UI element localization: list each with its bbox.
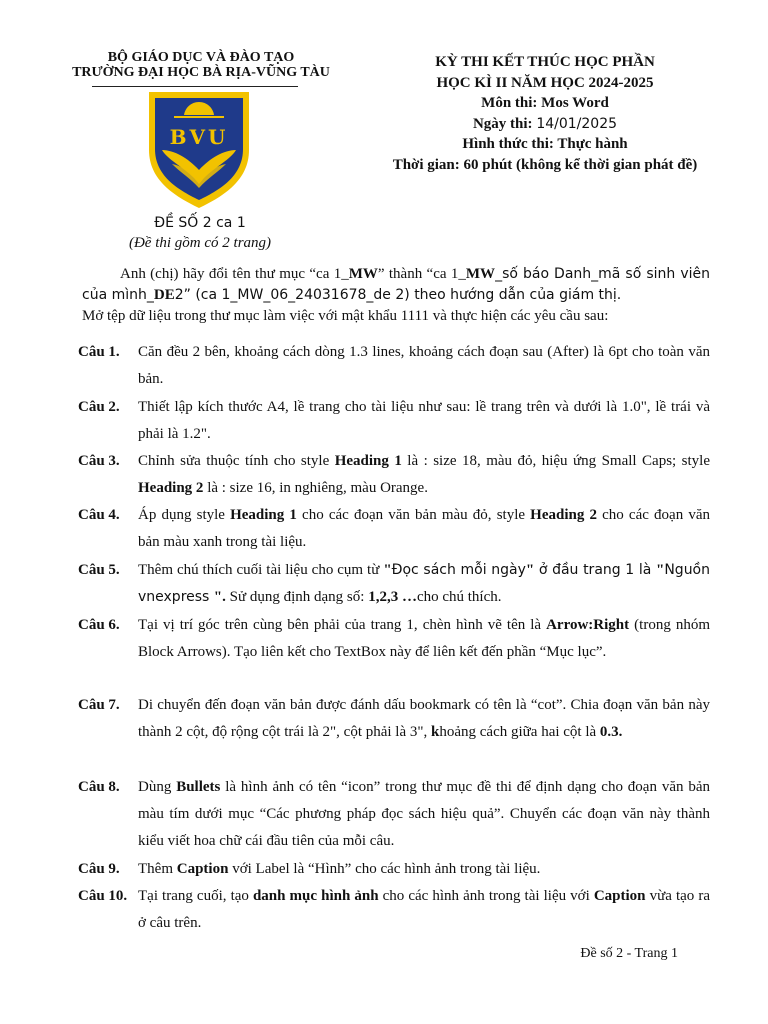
- question-5: [78, 557, 710, 611]
- intro-text: _số báo Danh_mã số sinh viên của mình_: [82, 266, 710, 303]
- question-text: Thiết lập kích thước A4, lề trang cho tài liệu như sau: lề trang trên và dưới là 1.0", lề trái và phải là 1.2".: [138, 399, 710, 442]
- text-bold: ": [383, 562, 392, 578]
- question-label: Câu 7.: [78, 697, 120, 713]
- text-bold: Caption: [593, 888, 646, 904]
- exam-info: [370, 52, 720, 175]
- exam-form: Hình thức thi: Thực hành: [462, 136, 628, 152]
- bvu-logo: [144, 88, 254, 210]
- text-run: Đọc sách mỗi ngày: [391, 562, 526, 578]
- logo-text: BVU: [169, 125, 229, 149]
- text-bold: ".: [213, 589, 226, 605]
- question-label: Câu 1.: [78, 344, 120, 360]
- question-text: [138, 856, 710, 883]
- page-footer: Đề số 2 - Trang 1: [580, 946, 678, 961]
- text-run: cho chú thích.: [416, 589, 502, 605]
- question-8: [78, 774, 710, 855]
- text-run: vừa tạo ra ở câu trên.: [138, 888, 710, 931]
- question-label: Câu 10.: [78, 888, 128, 904]
- text-bold: Heading 2: [138, 480, 204, 496]
- question-label: Câu 5.: [78, 562, 120, 578]
- text-bold: 0.3.: [599, 724, 623, 740]
- university-name: TRƯỜNG ĐẠI HỌC BÀ RỊA-VŨNG TÀU: [72, 65, 330, 80]
- header-underline: [92, 86, 298, 87]
- question-10: [78, 883, 710, 937]
- question-label: Câu 2.: [78, 399, 120, 415]
- instructions-paragraph: [82, 264, 710, 306]
- intro-text: ” thành “ca 1_: [377, 266, 466, 282]
- instructions: [82, 264, 710, 327]
- intro-bold: MW: [465, 266, 496, 282]
- exam-code-block: [120, 213, 280, 253]
- text-run: Dùng: [138, 779, 177, 795]
- question-text: [138, 692, 710, 746]
- exam-code: ĐỀ SỐ 2 ca 1: [154, 215, 246, 231]
- question-2: [78, 394, 710, 448]
- institution-header: [60, 50, 342, 80]
- question-6: [78, 612, 710, 666]
- question-text: [138, 612, 710, 666]
- text-run: Di chuyển đến đoạn văn bản được đánh dấu bookmark có tên là “cot”. Chia đoạn văn bản này thành 2 cột, độ rộng cột trái là 2", cột phải là 3",: [138, 697, 710, 740]
- text-run: Sử dụng định dạng số:: [225, 589, 369, 605]
- intro-bold: DE: [153, 287, 175, 303]
- exam-subject: Môn thi: Mos Word: [481, 95, 609, 111]
- exam-date-label: Ngày thi:: [472, 115, 533, 132]
- text-run: Tại vị trí góc trên cùng bên phải của trang 1, chèn hình vẽ tên là: [138, 617, 547, 633]
- text-bold: Heading 2: [530, 507, 597, 523]
- text-run: cho các đoạn văn bản màu xanh trong tài liệu.: [138, 507, 710, 550]
- question-9: [78, 856, 710, 883]
- text-run: với Label là “Hình” cho các hình ảnh trong tài liệu.: [228, 861, 541, 877]
- question-1: [78, 339, 710, 393]
- question-label: Câu 9.: [78, 861, 120, 877]
- pages-note: (Đề thi gồm có 2 trang): [128, 235, 272, 251]
- question-label: Câu 8.: [78, 779, 120, 795]
- question-text: [138, 502, 710, 556]
- text-run: là : size 16, in nghiêng, màu Orange.: [203, 480, 428, 496]
- question-label: Câu 6.: [78, 617, 120, 633]
- text-run: hoảng cách giữa hai cột là: [439, 724, 600, 740]
- question-7: [78, 692, 710, 746]
- question-text: [138, 557, 710, 611]
- text-bold: ": [525, 562, 535, 578]
- text-run: Áp dụng style: [138, 507, 231, 523]
- text-run: là : size 18, màu đỏ, hiệu ứng Small Caps; style: [401, 453, 710, 469]
- text-bold: Arrow:Right: [546, 617, 630, 633]
- question-label: Câu 4.: [78, 507, 120, 523]
- text-bold: k: [431, 724, 440, 740]
- text-run: Tại trang cuối, tạo: [138, 888, 253, 904]
- text-run: là hình ảnh có tên “icon” trong thư mục đề thi để định dạng cho đoạn văn bản màu tím dưới mục “Các phương pháp đọc sách hiệu quả”. Chuyển các đoạn văn này thành kiểu viết hoa chữ cái đầu tiên của mỗi câu.: [138, 779, 710, 849]
- text-run: Chỉnh sửa thuộc tính cho style: [138, 453, 335, 469]
- text-run: Nguồn vnexpress: [138, 562, 710, 605]
- text-bold: Bullets: [176, 779, 221, 795]
- text-run: Thêm: [138, 861, 177, 877]
- text-run: (trong nhóm Block Arrows). Tạo liên kết cho TextBox này để liên kết đến phần “Mục lục”.: [138, 617, 711, 660]
- text-bold: ": [656, 562, 665, 578]
- exam-semester: HỌC KÌ II NĂM HỌC 2024-2025: [436, 74, 654, 91]
- text-run: Thêm chú thích cuối tài liệu cho cụm từ: [138, 562, 384, 578]
- text-bold: Heading 1: [230, 507, 297, 523]
- text-bold: Caption: [176, 861, 229, 877]
- exam-title: KỲ THI KẾT THÚC HỌC PHẦN: [435, 54, 655, 70]
- text-bold: danh mục hình ảnh: [252, 888, 379, 904]
- text-bold: 1,2,3 …: [368, 589, 417, 605]
- intro-bold: MW: [348, 266, 378, 282]
- text-bold: Heading 1: [334, 453, 402, 469]
- question-label: Câu 3.: [78, 453, 120, 469]
- instructions-paragraph-2: Mở tệp dữ liệu trong thư mục làm việc với mật khẩu 1111 và thực hiện các yêu cầu sau:: [82, 308, 609, 324]
- intro-text: Anh (chị) hãy đổi tên thư mục “ca 1_: [120, 266, 349, 282]
- question-4: [78, 502, 710, 556]
- intro-text: 2” (ca 1_MW_06_24031678_de 2) theo hướng dẫn của giám thị.: [174, 287, 622, 303]
- text-run: cho các hình ảnh trong tài liệu với: [378, 888, 594, 904]
- exam-date: [370, 114, 720, 135]
- question-text: Căn đều 2 bên, khoảng cách dòng 1.3 lines, khoảng cách đoạn sau (After) là 6pt cho toàn văn bản.: [138, 344, 710, 387]
- ministry-name: BỘ GIÁO DỤC VÀ ĐÀO TẠO: [107, 50, 295, 65]
- exam-duration: Thời gian: 60 phút (không kể thời gian phát đề): [392, 156, 698, 173]
- text-run: ở đầu trang 1 là: [534, 562, 656, 578]
- question-text: [138, 774, 710, 855]
- question-text: [138, 448, 710, 502]
- question-text: [138, 883, 710, 937]
- question-3: [78, 448, 710, 502]
- text-run: cho các đoạn văn bản màu đỏ, style: [296, 507, 531, 523]
- exam-date-value: 14/01/2025: [536, 115, 618, 132]
